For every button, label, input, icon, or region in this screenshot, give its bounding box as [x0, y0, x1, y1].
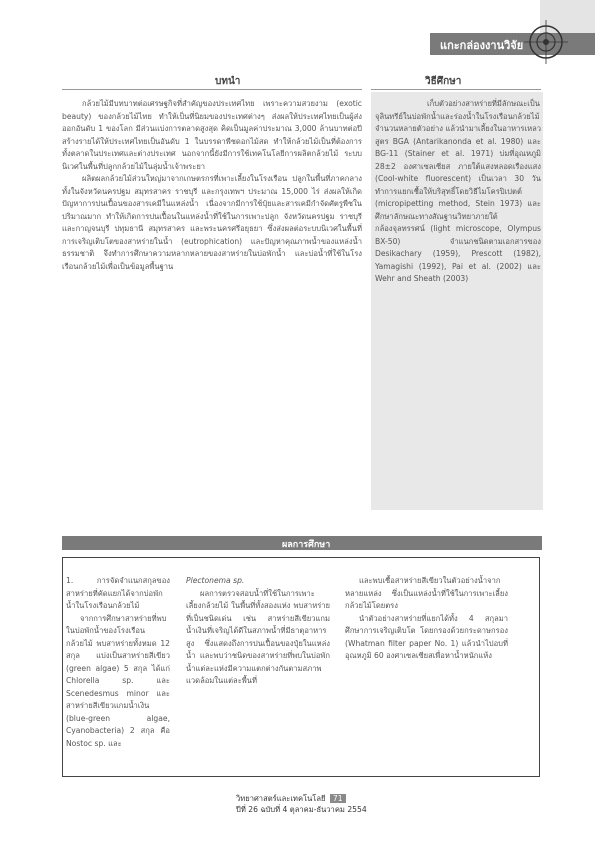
results-column-2	[186, 575, 330, 688]
journal-name: วิทยาศาสตร์และเทคโนโลยี	[236, 794, 326, 803]
page-number: 71	[330, 794, 346, 803]
results-column-3	[345, 575, 508, 663]
results-paragraph: และพบเชื้อสาหร่ายสีเขียวในตัวอย่างน้ำจากหลายแหล่ง ซึ่งเป็นแหล่งน้ำที่ใช้ในการเพาะเลี้ยงกล้วยไม้โดยตรง	[345, 576, 508, 610]
intro-paragraph: ผลิตผลกล้วยไม้ส่วนใหญ่มาจากเกษตรกรที่เพาะเลี้ยงในโรงเรือน ปลูกในพื้นที่ภาคกลาง ทั้งในจังหวัดนครปฐม สมุทรสาคร ราชบุรี และกรุงเทพฯ ประมาณ 15,000 ไร่ ส่งผลให้เกิดปัญหาการปนเปื้อนของสารเคมีในแหล่งน้ำ เนื่องจากมีการใช้ปุ๋ยและสารเคมีกำจัดศัตรูพืชในปริมาณมาก ทำให้เกิดการปนเปื้อนในแหล่งน้ำที่ใช้ในการเพาะปลูก จังหวัดนครปฐม ราชบุรี และกาญจนบุรี ปทุมธานี สมุทรสาคร และพระนครศรีอยุธยา ซึ่งส่งผลต่อระบบนิเวศในพื้นที่ การเจริญเติบโตของสาหร่ายในน้ำ (eutrophication) และปัญหาคุณภาพน้ำของแหล่งน้ำธรรมชาติ จึงทำการศึกษาความหลากหลายของสาหร่ายในบ่อพักน้ำ และบ่อน้ำที่ใช้ในโรงเรือนกล้วยไม้เพื่อเป็นข้อมูลพื้นฐาน	[62, 174, 362, 271]
results-paragraph: จากการศึกษาสาหร่ายที่พบในบ่อพักน้ำของโรงเรือนกล้วยไม้ พบสาหร่ายทั้งหมด 12 สกุล แบ่งเป็นสาหร่ายสีเขียว (green algae) 5 สกุล ได้แก่ Chlorella sp. และ Scenedesmus minor และสาหร่ายสีเขียวแกมน้ำเงิน (blue-green algae, Cyanobacteria) 2 สกุล คือ Nostoc sp. และ	[66, 613, 170, 748]
results-paragraph: ผลการตรวจสอบน้ำที่ใช้ในการเพาะเลี้ยงกล้วยไม้ ในพื้นที่ทั้งสองแห่ง พบสาหร่ายที่เป็นชนิดเด่น เช่น สาหร่ายสีเขียวแกมน้ำเงินที่เจริญได้ดีในสภาพน้ำที่มีธาตุอาหารสูง ซึ่งแสดงถึงการปนเปื้อนของปุ๋ยในแหล่งน้ำ และพบว่าชนิดของสาหร่ายที่พบในบ่อพักน้ำแต่ละแห่งมีความแตกต่างกันตามสภาพแวดล้อมในแต่ละพื้นที่	[186, 588, 330, 685]
results-column-1	[66, 575, 170, 750]
target-icon	[524, 20, 568, 64]
methods-body	[375, 98, 541, 286]
methods-heading: วิธีศึกษา	[425, 76, 462, 87]
results-heading: ผลการศึกษา	[282, 540, 331, 550]
footer-issue: ปีที่ 26 ฉบับที่ 4 ตุลาคม-ธันวาคม 2554	[236, 805, 367, 814]
results-species: Plectonema sp.	[186, 576, 245, 585]
section-header-title: แกะกล่องงานวิจัย	[440, 39, 524, 52]
intro-rule	[62, 89, 362, 90]
methods-paragraph: เก็บตัวอย่างสาหร่ายที่มีลักษณะเป็นจุลินทรีย์ในบ่อพักน้ำและร่องน้ำในโรงเรือนกล้วยไม้ จำนวนหลายตัวอย่าง แล้วนำมาเลี้ยงในอาหารเหลวสูตร BGA (Antarikanonda et al. 1980) และ BG-11 (Stainer et al. 1971) บ่มที่อุณหภูมิ 28±2 องศาเซลเซียส ภายใต้แสงหลอดเรืองแสง (Cool-white fluorescent) เป็นเวลา 30 วัน ทำการแยกเชื้อให้บริสุทธิ์โดยวิธีไมโครปิเปตต์ (micropipetting method, Stein 1973) และศึกษาลักษณะทางสัณฐานวิทยาภายใต้กล้องจุลทรรศน์ (light microscope, Olympus BX-50) จำแนกชนิดตามเอกสารของ Desikachary (1959), Prescott (1982), Yamagishi (1992), Pai et al. (2002) และ Wehr and Sheath (2003)	[375, 99, 541, 283]
results-subheading: 1. การจัดจำแนกสกุลของสาหร่ายที่คัดแยกได้จากบ่อพักน้ำในโรงเรือนกล้วยไม้	[66, 576, 170, 610]
intro-body	[62, 98, 362, 273]
intro-paragraph: กล้วยไม้มีบทบาทต่อเศรษฐกิจที่สำคัญของประเทศไทย เพราะความสวยงาม (exotic beauty) ของกล้วยไม้ไทย ทำให้เป็นที่นิยมของประเทศต่างๆ ส่งผลให้ประเทศไทยเป็นผู้ส่งออกอันดับ 1 ของโลก มีส่วนแบ่งการตลาดสูงสุด คิดเป็นมูลค่าประมาณ 3,000 ล้านบาทต่อปี สร้างรายได้ให้ประเทศไทยเป็นอันดับ 1 ในบรรดาพืชดอกไม้สด ทำให้กล้วยไม้เป็นที่ต้องการทั้งตลาดในประเทศและต่างประเทศ นอกจากนี้ยังมีการใช้เทคโนโลยีการผลิตกล้วยไม้ ระบบนิเวศในพื้นที่ปลูกกล้วยไม้ในลุ่มน้ำเจ้าพระยา	[62, 99, 362, 171]
results-paragraph: นำตัวอย่างสาหร่ายที่แยกได้ทั้ง 4 สกุลมาศึกษาการเจริญเติบโต โดยกรองด้วยกระดาษกรอง (Whatman filter paper No. 1) แล้วนำไปอบที่อุณหภูมิ 60 องศาเซลเซียสเพื่อหาน้ำหนักแห้ง	[345, 613, 508, 660]
methods-rule	[371, 89, 541, 90]
intro-heading: บทนำ	[215, 76, 241, 87]
